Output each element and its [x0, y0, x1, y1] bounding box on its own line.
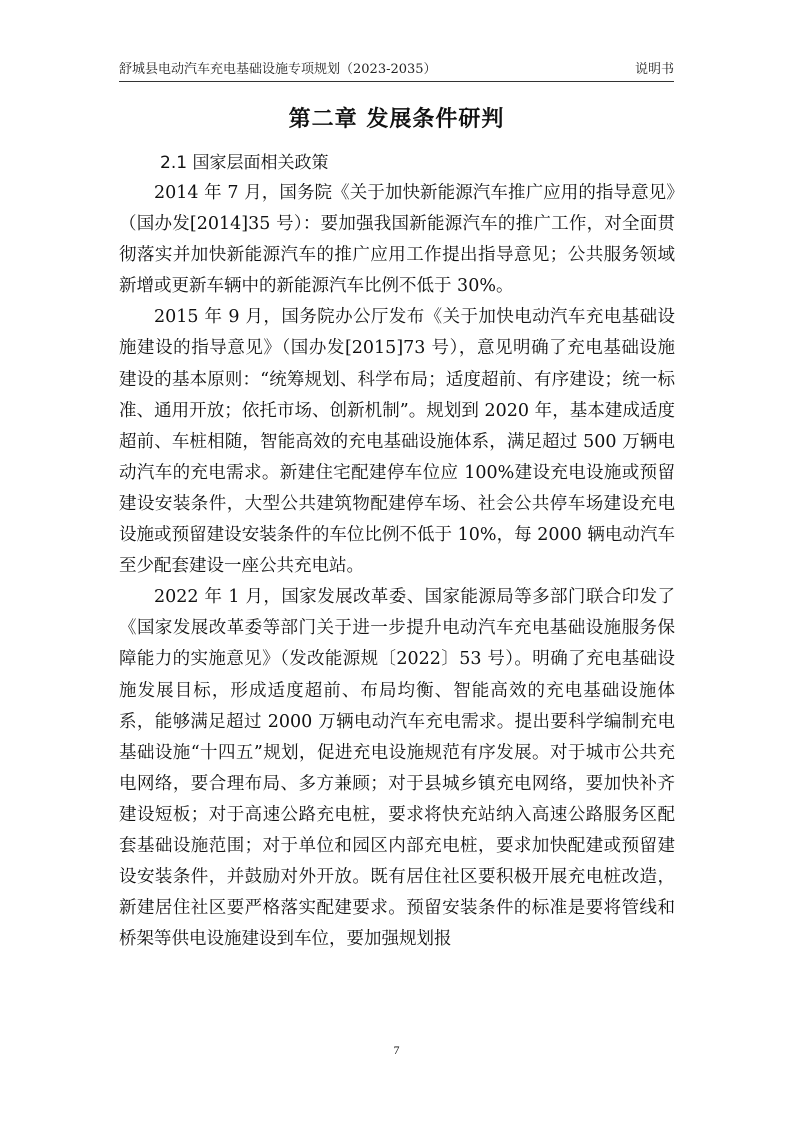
running-header-title: 舒城县电动汽车充电基础设施专项规划（2023-2035） [119, 62, 437, 77]
section-title: 2.1 国家层面相关政策 [160, 153, 329, 173]
page-number: 7 [393, 1043, 400, 1057]
running-header-doc-type: 说明书 [634, 62, 674, 77]
chapter-title: 第二章 发展条件研判 [288, 107, 505, 132]
paragraph: 2022 年 1 月，国家发展改革委、国家能源局等多部门联合印发了《国家发展改革委等部门关于进一步提升电动汽车充电基础设施服务保障能力的实施意见》（发改能源规〔2022〕53 号）。明确了充电基础设施发展目标，形成适度超前、布局均衡、智能高效的充电基础设施体系，能够满足超过 2000 万辆电动汽车充电需求。提出要科学编制充电基础设施“十四五”规划，促进充电设施规范有序发展。对于城市公共充电网络，要合理布局、多方兼顾；对于县城乡镇充电网络，要加快补齐建设短板；对于高速公路充电桩，要求将快充站纳入高速公路服务区配套基础设施范围；对于单位和园区内部充电桩，要求加快配建或预留建设安装条件，并鼓励对外开放。既有居住社区要积极开展充电桩改造，新建居住社区要严格落实配建要求。预留安装条件的标准是要将管线和桥架等供电设施建设到车位，要加强规划报 [119, 587, 675, 950]
paragraph: 2015 年 9 月，国务院办公厅发布《关于加快电动汽车充电基础设施建设的指导意见》（国办发[2015]73 号），意见明确了充电基础设施建设的基本原则：“统筹规划、科学布局；适度超前、有序建设；统一标准、通用开放；依托市场、创新机制”。规划到 2020 年，基本建成适度超前、车桩相随，智能高效的充电基础设施体系，满足超过 500 万辆电动汽车的充电需求。新建住宅配建停车位应 100%建设充电设施或预留建设安装条件，大型公共建筑物配建停车场、社会公共停车场建设充电设施或预留建设安装条件的车位比例不低于 10%，每 2000 辆电动汽车至少配套建设一座公共充电站。 [119, 307, 675, 577]
header-divider [119, 81, 674, 82]
paragraph: 2014 年 7 月，国务院《关于加快新能源汽车推广应用的指导意见》（国办发[2014]35 号）：要加强我国新能源汽车的推广工作，对全面贯彻落实并加快新能源汽车的推广应用工作提出指导意见；公共服务领域新增或更新车辆中的新能源汽车比例不低于 30%。 [119, 183, 675, 297]
body-text [119, 178, 675, 955]
